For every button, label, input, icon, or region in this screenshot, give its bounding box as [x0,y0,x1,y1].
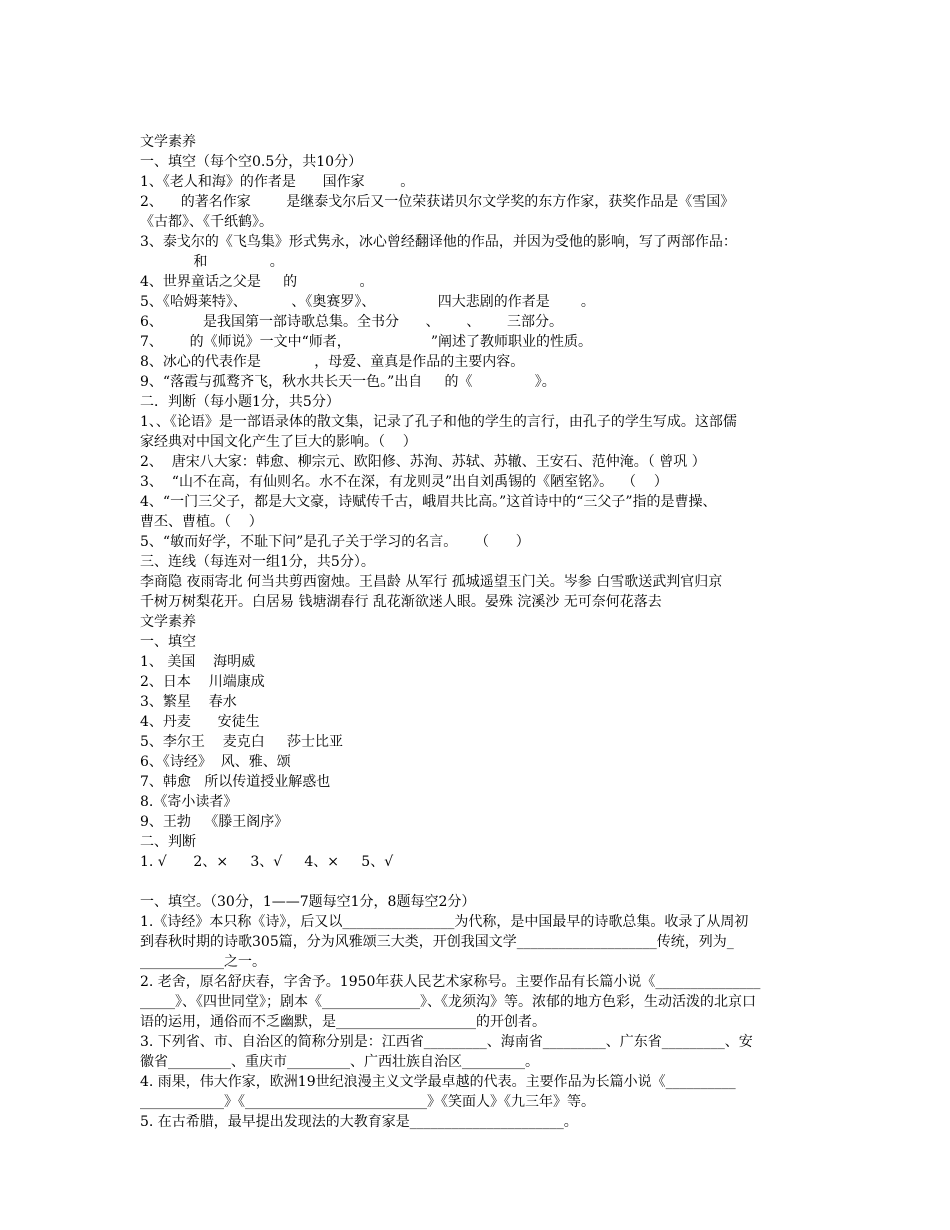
text-line: 1、、《论语》是一部语录体的散文集，记录了孔子和他的学生的言行，由孔子的学生写成。这部儒 [140,414,737,430]
text-line: 4、“一门三父子，都是大文豪，诗赋传千古，峨眉共比高。”这首诗中的“三父子”指的是曹操、 [140,494,717,510]
text-line: 家经典对中国文化产生了巨大的影响。（ ） [140,434,417,450]
text-line: 5、李尔王 麦克白 莎士比亚 [140,734,343,750]
text-line: 1、 美国 海明威 [140,654,256,670]
text-line: 语的运用，通俗而不乏幽默，是____________________的开创者。 [140,1014,546,1030]
text-line [140,872,812,892]
text-line: 5. 在古希腊，最早提出发现法的大教育家是______________________。 [140,1114,578,1130]
text-line: 千树万树梨花开。白居易 钱塘湖春行 乱花渐欲迷人眼。晏殊 浣溪沙 无可奈何花落去 [140,594,662,610]
text-line: 4、世界童话之父是 的 。 [140,274,374,290]
text-line: 二、判断 [140,834,196,850]
text-line: 6、《诗经》 风、雅、颂 [140,754,291,770]
text-line: 曹丕、曹植。（ ） [140,514,263,530]
text-line: 《古都》、《千纸鹤》。 [140,214,273,230]
text-line: 到春秋时期的诗歌305篇，分为风雅颂三大类，开创我国文学____________________传统，列为_ [140,934,734,950]
text-line: ____________之一。 [140,954,266,970]
text-line: 7、韩愈 所以传道授业解惑也 [140,774,331,790]
text-line: 3、泰戈尔的《飞鸟集》形式隽永，冰心曾经翻译他的作品，并因为受他的影响，写了两部作品： [140,234,737,250]
text-line: 4、丹麦 安徒生 [140,714,260,730]
text-line: 8.《寄小读者》 [140,794,238,810]
text-line: 3、繁星 春水 [140,694,237,710]
text-line: 三、连线（每连对一组1分，共5分）。 [140,554,375,570]
text-line: 1. √ 2、× 3、√ 4、× 5、√ [140,854,394,870]
document-body [140,132,812,1132]
text-line: 李商隐 夜雨寄北 何当共剪西窗烛。王昌龄 从军行 孤城遥望玉门关。岑参 白雪歌送武判官归京 [140,574,723,590]
text-line: 3. 下列省、市、自治区的简称分别是：江西省_________、海南省_________、广东省_________、安 [140,1034,753,1050]
text-line: 和 。 [140,254,284,270]
text-line: 1、《老人和海》的作者是 国作家 。 [140,174,415,190]
text-line: 2、 的著名作家 是继泰戈尔后又一位荣获诺贝尔文学奖的东方作家，获奖作品是《雪国》 [140,194,735,210]
text-line: 4. 雨果，伟大作家，欧洲19世纪浪漫主义文学最卓越的代表。主要作品为长篇小说《__________ [140,1074,736,1090]
text-line: 7、 的《师说》一文中“师者， ”阐述了教师职业的性质。 [140,334,593,350]
text-line: 一、填空（每个空0.5分，共10分） [140,154,363,170]
text-line: 9、“落霞与孤鹜齐飞，秋水共长天一色。”出自 的《 》。 [140,374,556,390]
text-line: 9、王勃 《滕王阁序》 [140,814,289,830]
text-line: 一、填空。（30分，1——7题每空1分，8题每空2分） [140,894,476,910]
text-line: 文学素养 [140,614,196,630]
text-line: ____________》《__________________________》《笑面人》《九三年》等。 [140,1094,595,1110]
text-line: 2、 唐宋八大家：韩愈、柳宗元、欧阳修、苏洵、苏轼、苏辙、王安石、范仲淹。（ 曾巩 ） [140,454,706,470]
text-line: 徽省_________、重庆市_________、广西壮族自治区_________。 [140,1054,539,1070]
text-line: 2、日本 川端康成 [140,674,265,690]
text-line: _____》、《四世同堂》；剧本《______________》、《龙须沟》等。浓郁的地方色彩，生动活泼的北京口 [140,994,756,1010]
text-line: 5、“敏而好学，不耻下问”是孔子关于学习的名言。 （ ） [140,534,530,550]
text-line: 一、填空 [140,634,196,650]
text-line: 1.《诗经》本只称《诗》，后又以________________为代称，是中国最早的诗歌总集。收录了从周初 [140,914,749,930]
text-line: 8、冰心的代表作是 ，母爱、童真是作品的主要内容。 [140,354,525,370]
text-line: 5、《哈姆莱特》、 、《奥赛罗》、 四大悲剧的作者是 。 [140,294,595,310]
text-line: 2. 老舍，原名舒庆春，字舍予。1950年获人民艺术家称号。主要作品有长篇小说《_______________ [140,974,761,990]
text-line: 二．判断（每小题1分，共5分） [140,394,340,410]
text-line: 文学素养 [140,134,196,150]
text-line: 6、 是我国第一部诗歌总集。全书分 、 、 三部分。 [140,314,564,330]
text-line: 3、 “山不在高，有仙则名。水不在深，有龙则灵”出自刘禹锡的《陋室铭》。 （ ） [140,474,668,490]
